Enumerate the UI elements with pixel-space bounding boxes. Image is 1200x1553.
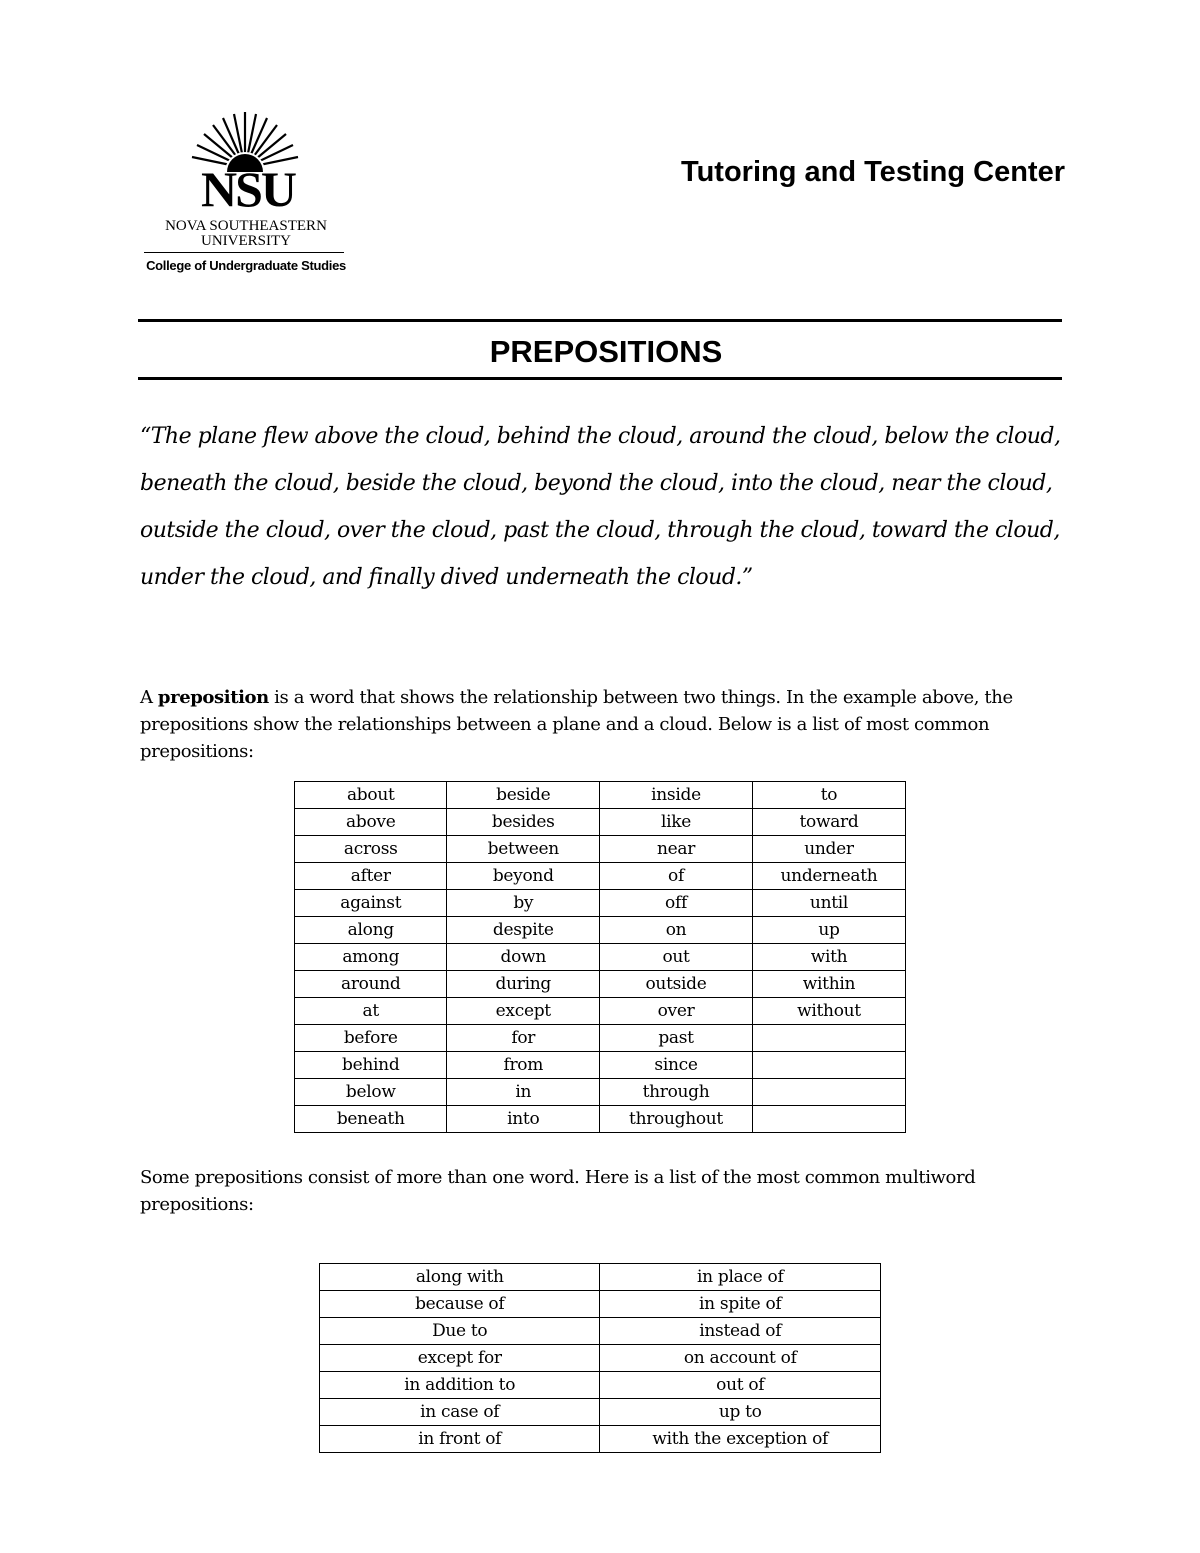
table-cell: out (600, 944, 753, 971)
table-cell: beneath (295, 1106, 447, 1133)
table-cell: out of (600, 1372, 881, 1399)
definition-term: preposition (157, 687, 269, 708)
definition-paragraph (140, 684, 1070, 765)
table-cell: down (447, 944, 600, 971)
table-cell: without (752, 998, 905, 1025)
table-cell: Due to (320, 1318, 600, 1345)
table-cell: despite (447, 917, 600, 944)
multiword-paragraph: Some prepositions consist of more than one word. Here is a list of the most common multiword prepositions: (140, 1167, 976, 1215)
table-row (320, 1399, 881, 1426)
table-row (295, 1025, 906, 1052)
table-cell: near (600, 836, 753, 863)
table-cell: from (447, 1052, 600, 1079)
table-cell: besides (447, 809, 600, 836)
table-cell: along with (320, 1264, 600, 1291)
table-row (295, 890, 906, 917)
table-cell: through (600, 1079, 753, 1106)
table-cell: about (295, 782, 447, 809)
table-cell: except (447, 998, 600, 1025)
table-cell: of (600, 863, 753, 890)
table-cell: for (447, 1025, 600, 1052)
table-cell (752, 1106, 905, 1133)
nsu-logo (138, 110, 354, 280)
table-row (320, 1264, 881, 1291)
table-cell: by (447, 890, 600, 917)
table-row (295, 944, 906, 971)
table-cell: before (295, 1025, 447, 1052)
table-cell: over (600, 998, 753, 1025)
table-row (295, 917, 906, 944)
table-row (295, 809, 906, 836)
table-row (320, 1426, 881, 1453)
table-cell: in place of (600, 1264, 881, 1291)
title-rule-bottom (138, 377, 1062, 380)
table-cell: in case of (320, 1399, 600, 1426)
table-cell: since (600, 1052, 753, 1079)
prepositions-table (294, 781, 906, 1133)
table-row (295, 863, 906, 890)
table-cell: among (295, 944, 447, 971)
table-cell: into (447, 1106, 600, 1133)
logo-college-name: College of Undergraduate Studies (146, 258, 346, 273)
table-cell (752, 1052, 905, 1079)
table-cell: because of (320, 1291, 600, 1318)
table-cell: with (752, 944, 905, 971)
table-cell: on account of (600, 1345, 881, 1372)
logo-university-name: NOVA SOUTHEASTERN (165, 218, 327, 234)
table-cell: past (600, 1025, 753, 1052)
page-title: PREPOSITIONS (489, 334, 723, 369)
table-row (320, 1291, 881, 1318)
table-cell: off (600, 890, 753, 917)
table-cell: beyond (447, 863, 600, 890)
table-cell: below (295, 1079, 447, 1106)
table-cell: behind (295, 1052, 447, 1079)
definition-text: is a word that shows the relationship between two things. In the example above, the prepositions show the relationships between a plane and a cloud. Below is a list of most common prepositions: (140, 687, 1013, 762)
table-cell (752, 1025, 905, 1052)
table-row (295, 1052, 906, 1079)
table-row (320, 1372, 881, 1399)
logo-university-name-line2: UNIVERSITY (201, 233, 291, 249)
table-cell: after (295, 863, 447, 890)
logo-divider (144, 252, 344, 253)
table-cell: throughout (600, 1106, 753, 1133)
table-cell: between (447, 836, 600, 863)
table-cell: within (752, 971, 905, 998)
table-cell: toward (752, 809, 905, 836)
table-cell: until (752, 890, 905, 917)
table-cell: around (295, 971, 447, 998)
table-row (320, 1318, 881, 1345)
table-cell (752, 1079, 905, 1106)
multiword-prepositions-table (319, 1263, 881, 1453)
table-cell: up to (600, 1399, 881, 1426)
table-cell: beside (447, 782, 600, 809)
table-cell: instead of (600, 1318, 881, 1345)
table-cell: like (600, 809, 753, 836)
table-cell: with the exception of (600, 1426, 881, 1453)
example-quote: “The plane flew above the cloud, behind the cloud, around the cloud, below the cloud, beneath the cloud, beside the cloud, beyond the cloud, into the cloud, near the cloud, outside the cloud, over the cloud, past the cloud, through the cloud, toward the cloud, under the cloud, and finally dived underneath the cloud.” (140, 424, 1061, 590)
table-row (295, 1106, 906, 1133)
table-row (295, 1079, 906, 1106)
table-cell: against (295, 890, 447, 917)
table-cell: underneath (752, 863, 905, 890)
table-cell: at (295, 998, 447, 1025)
table-cell: to (752, 782, 905, 809)
table-cell: in spite of (600, 1291, 881, 1318)
table-cell: outside (600, 971, 753, 998)
table-cell: in front of (320, 1426, 600, 1453)
logo-abbreviation: NSU (200, 161, 296, 217)
title-rule-top (138, 319, 1062, 322)
table-row (295, 782, 906, 809)
table-cell: inside (600, 782, 753, 809)
table-cell: in (447, 1079, 600, 1106)
table-cell: along (295, 917, 447, 944)
definition-lead: A (140, 687, 158, 708)
table-cell: up (752, 917, 905, 944)
table-cell: above (295, 809, 447, 836)
table-row (295, 971, 906, 998)
table-row (295, 836, 906, 863)
table-cell: under (752, 836, 905, 863)
table-cell: in addition to (320, 1372, 600, 1399)
table-cell: during (447, 971, 600, 998)
table-cell: except for (320, 1345, 600, 1372)
center-title: Tutoring and Testing Center (681, 156, 1065, 188)
table-row (320, 1345, 881, 1372)
table-row (295, 998, 906, 1025)
table-cell: across (295, 836, 447, 863)
table-cell: on (600, 917, 753, 944)
